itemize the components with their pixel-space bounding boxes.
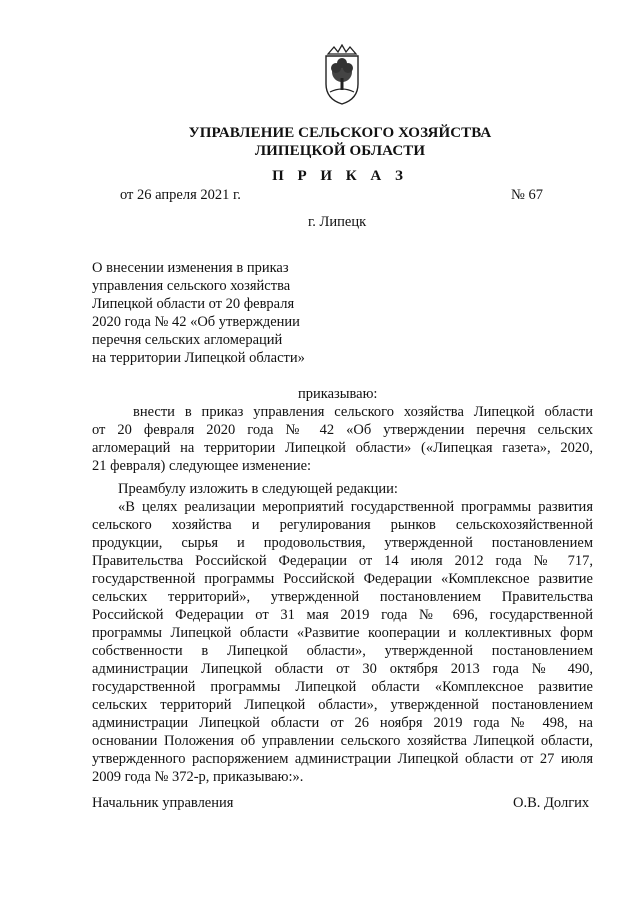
organization-name-line-2: ЛИПЕЦКОЙ ОБЛАСТИ	[254, 143, 426, 159]
paragraph-2-line: сельских территорий Липецкой области», утвержденной постановлением	[92, 697, 593, 713]
subject-line: на территории Липецкой области»	[92, 350, 305, 366]
paragraph-1-line: 21 февраля) следующее изменение:	[92, 458, 312, 474]
subject-line: 2020 года № 42 «Об утверждении	[92, 314, 300, 330]
paragraph-2-line: продукции, сырья и продовольствия, утвержденной постановлением	[92, 535, 593, 551]
paragraph-2-line: «В целях реализации мероприятий государственной программы развития	[118, 499, 593, 515]
paragraph-2-line: программы Липецкой области «Развитие кооперации и коллективных форм	[92, 625, 593, 641]
paragraph-2-intro: Преамбулу изложить в следующей редакции:	[118, 481, 398, 497]
document-city: г. Липецк	[308, 214, 367, 230]
order-word: приказываю:	[298, 386, 378, 402]
paragraph-2-line: утвержденного распоряжением администрации Липецкой области от 27 июля	[92, 751, 593, 767]
signature-name: О.В. Долгих	[513, 795, 590, 811]
subject-line: Липецкой области от 20 февраля	[92, 296, 295, 312]
coat-of-arms-icon	[319, 44, 365, 106]
paragraph-2-line: сельских территорий», утвержденной постановлением Правительства	[92, 589, 593, 605]
document-type-title: П Р И К А З	[272, 168, 408, 184]
document-date: от 26 апреля 2021 г.	[120, 187, 241, 203]
subject-line: перечня сельских агломераций	[92, 332, 283, 348]
paragraph-1-line: агломераций на территории Липецкой области» («Липецкая газета», 2020,	[92, 440, 593, 456]
paragraph-2-line: сельского хозяйства и регулирования рынков сельскохозяйственной	[92, 517, 593, 533]
paragraph-2-line: Российской Федерации от 31 мая 2019 года № 696, государственной	[92, 607, 593, 623]
organization-name-line-1: УПРАВЛЕНИЕ СЕЛЬСКОГО ХОЗЯЙСТВА	[188, 125, 492, 141]
paragraph-1-line: внести в приказ управления сельского хозяйства Липецкой области	[133, 404, 593, 420]
paragraph-2-line: администрации Липецкой области от 26 ноября 2019 года № 498, на	[92, 715, 593, 731]
paragraph-2-line: Правительства Российской Федерации от 14 июля 2012 года № 717,	[92, 553, 593, 569]
subject-line: управления сельского хозяйства	[92, 278, 291, 294]
document-number: № 67	[511, 187, 543, 203]
subject-line: О внесении изменения в приказ	[92, 260, 289, 276]
signature-position: Начальник управления	[92, 795, 234, 811]
paragraph-2-line: основании Положения об управлении сельского хозяйства Липецкой области,	[92, 733, 593, 749]
paragraph-2-line: администрации Липецкой области от 30 октября 2013 года № 490,	[92, 661, 593, 677]
paragraph-1-line: от 20 февраля 2020 года № 42 «Об утверждении перечня сельских	[92, 422, 593, 438]
paragraph-2-line: 2009 года № 372-р, приказываю:».	[92, 769, 304, 785]
paragraph-2-line: государственной программы Липецкой области «Комплексное развитие	[92, 679, 593, 695]
paragraph-2-line: собственности в Липецкой области», утвержденной постановлением	[92, 643, 593, 659]
paragraph-2-line: государственной программы Российской Федерации «Комплексное развитие	[92, 571, 593, 587]
